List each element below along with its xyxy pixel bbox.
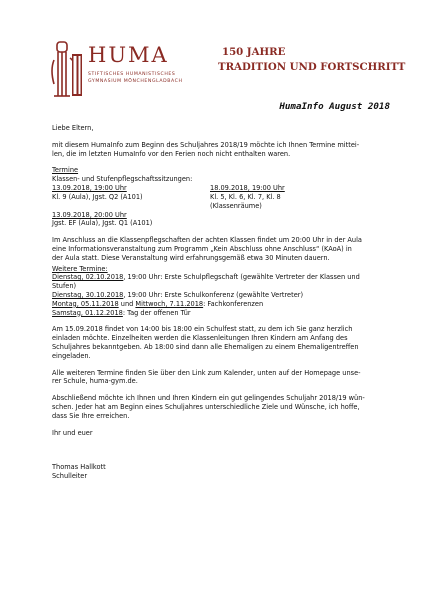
motto bbox=[218, 45, 406, 75]
anschluss-line-1: Im Anschluss an die Klassenpflegschaften der achten Klassen findet um 20:00 Uhr in der Aula bbox=[52, 236, 362, 245]
logo-subtitle-1: STIFTISCHES HUMANISTISCHES bbox=[88, 72, 176, 77]
logo-subtitle-2: GYMNASIUM MÖNCHENGLADBACH bbox=[88, 79, 183, 84]
logo-figure-icon bbox=[48, 40, 86, 98]
weitere-termin-4: Samstag, 01.12.2018: Tag der offenen Tür bbox=[52, 308, 191, 317]
signer-name: Thomas Hallkott bbox=[52, 463, 106, 472]
termin-2-room: (Klassenräume) bbox=[210, 201, 262, 210]
schulfest-line-2: einladen möchte. Einzelheiten werden die Klassenleitungen Ihren Kindern am Anfang des bbox=[52, 334, 348, 343]
schulfest-line-3: Schuljahres bekanntgeben. Ab 18:00 sind dann alle Ehemaligen zu einem Ehemaligentreffen bbox=[52, 342, 359, 351]
termin-1-date: 13.09.2018, 19:00 Uhr bbox=[52, 183, 127, 192]
anschluss-line-2: eine Informationsveranstaltung zum Programm „Kein Abschluss ohne Anschluss“ (KAoA) in bbox=[52, 244, 352, 253]
weitere-termin-2: Dienstag, 30.10.2018, 19:00 Uhr: Erste Schulkonferenz (gewählte Vertreter) bbox=[52, 290, 304, 299]
salutation: Liebe Eltern, bbox=[52, 124, 94, 132]
letter-body bbox=[52, 124, 386, 481]
termine-row-1 bbox=[52, 183, 386, 210]
schluss-line-1: Abschließend möchte ich Ihnen und Ihren Kindern ein gut gelingendes Schuljahr 2018/19 wün- bbox=[52, 394, 365, 403]
intro-line-2: len, die im letzten HumaInfo vor den Ferien noch nicht enthalten waren. bbox=[52, 149, 291, 158]
termin-3-date: 13.09.2018, 20:00 Uhr bbox=[52, 210, 127, 219]
kalender-line-2: rer Schule, huma-gym.de. bbox=[52, 377, 138, 386]
motto-line-1: 150 JAHRE bbox=[222, 46, 286, 58]
termin-2-date: 18.09.2018, 19:00 Uhr bbox=[210, 183, 285, 192]
intro-line-1: mit diesem HumaInfo zum Beginn des Schuljahres 2018/19 möchte ich Ihnen Termine mittei- bbox=[52, 140, 360, 149]
school-logo bbox=[48, 40, 228, 98]
termin-3-groups: Jgst. EF (Aula), Jgst. Q1 (A101) bbox=[52, 219, 153, 228]
motto-line-2: TRADITION UND FORTSCHRITT bbox=[218, 61, 406, 73]
signer-role: Schulleiter bbox=[52, 472, 88, 481]
schluss-line-3: dass Sie Ihre erreichen. bbox=[52, 411, 130, 420]
kalender-line-1: Alle weiteren Termine finden Sie über den Link zum Kalender, unten auf der Homepage unse- bbox=[52, 368, 361, 377]
newsletter-title: HumaInfo August 2018 bbox=[279, 101, 390, 112]
schluss-line-2: schen. Jeder hat am Beginn eines Schuljahres unterschiedliche Ziele und Wünsche, ich hoffe, bbox=[52, 402, 360, 411]
schulfest-line-1: Am 15.09.2018 findet von 14:00 bis 18:00 ein Schulfest statt, zu dem ich Sie ganz herzlich bbox=[52, 325, 353, 334]
klassen-heading: Klassen- und Stufenpflegschaftssitzungen: bbox=[52, 175, 193, 184]
anschluss-line-3: der Aula statt. Diese Veranstaltung wird erfahrungsgemäß etwa 30 Minuten dauern. bbox=[52, 253, 330, 262]
weitere-termin-1-cont: Stufen) bbox=[52, 282, 77, 291]
termine-heading: Termine bbox=[52, 166, 79, 175]
termin-2-groups: Kl. 5, Kl. 6, Kl. 7, Kl. 8 bbox=[210, 192, 281, 201]
closing: Ihr und euer bbox=[52, 428, 93, 437]
weitere-termin-3: Montag, 05.11.2018 und Mittwoch, 7.11.2018: Fachkonferenzen bbox=[52, 299, 264, 308]
schulfest-line-4: eingeladen. bbox=[52, 351, 91, 360]
weitere-termin-1: Dienstag, 02.10.2018, 19:00 Uhr: Erste Schulpflegschaft (gewählte Vertreter der Klassen und bbox=[52, 273, 360, 282]
weitere-heading: Weitere Termine: bbox=[52, 264, 108, 273]
logo-wordmark: HUMA bbox=[88, 43, 169, 67]
termin-1-groups: Kl. 9 (Aula), Jgst. Q2 (A101) bbox=[52, 192, 143, 201]
